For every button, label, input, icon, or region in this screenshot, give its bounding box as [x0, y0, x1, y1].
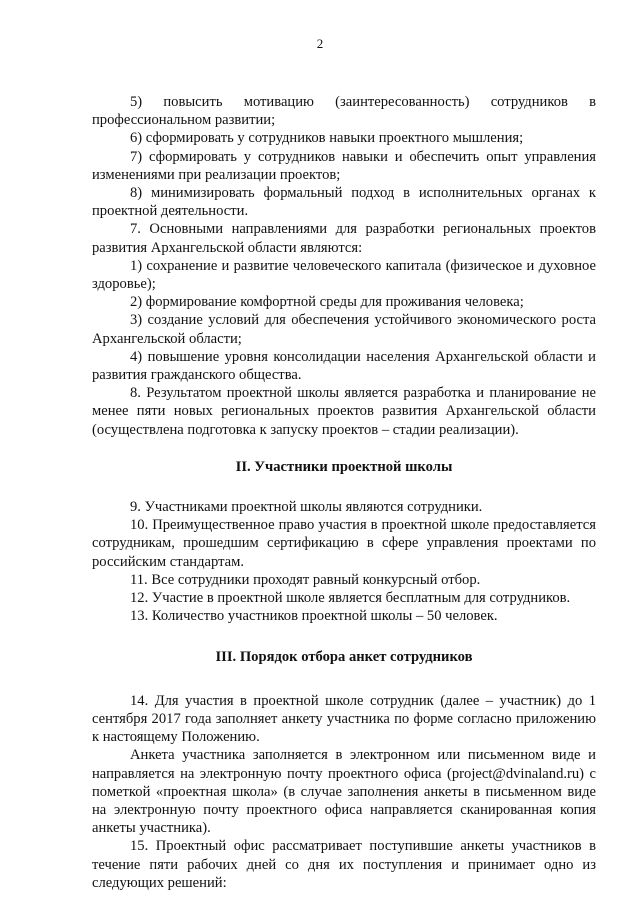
section-heading-selection: III. Порядок отбора анкет сотрудников: [215, 649, 473, 666]
paragraph: 13. Количество участников проектной школы – 50 человек.: [130, 608, 498, 625]
paragraph: 7. Основными направлениями для разработки региональных проектов развития Архангельской области являются:: [92, 221, 596, 256]
paragraph: 8. Результатом проектной школы является разработка и планирование не менее пяти новых региональных проектов развития Архангельской области (осуществлена подготовка к запуску проектов – стадии реализации).: [92, 385, 596, 438]
paragraph: 2) формирование комфортной среды для проживания человека;: [130, 294, 524, 311]
paragraph: Анкета участника заполняется в электронном или письменном виде и направляется на электронную почту проектного офиса (project@dvinaland.ru) с пометкой «проектная школа» (в случае заполнения анкеты в письменном виде на электронную почту проектного офиса направляется сканированная копия анкеты участника).: [92, 747, 596, 837]
document-body: [92, 93, 596, 892]
paragraph: 8) минимизировать формальный подход в исполнительных органах к проектной деятельности.: [92, 185, 596, 220]
paragraph: 7) сформировать у сотрудников навыки и обеспечить опыт управления изменениями при реализации проектов;: [92, 148, 596, 183]
paragraph: 15. Проектный офис рассматривает поступившие анкеты участников в течение пяти рабочих дней со дня их поступления и принимает одно из следующих решений:: [92, 838, 596, 891]
paragraph: 9. Участниками проектной школы являются сотрудники.: [130, 499, 483, 516]
paragraph: 6) сформировать у сотрудников навыки проектного мышления;: [130, 130, 524, 147]
paragraph: 4) повышение уровня консолидации населения Архангельской области и развития гражданского общества.: [92, 348, 596, 384]
page-number: 2: [316, 36, 324, 51]
paragraph: 5) повысить мотивацию (заинтересованность) сотрудников в профессиональном развитии;: [92, 94, 596, 129]
paragraph: 10. Преимущественное право участия в проектной школе предоставляется сотрудникам, прошедшим сертификацию в сфере управления проектами по российским стандартам.: [92, 517, 596, 570]
paragraph: 3) создание условий для обеспечения устойчивого экономического роста Архангельской области;: [92, 312, 596, 347]
paragraph: 1) сохранение и развитие человеческого капитала (физическое и духовное здоровье);: [92, 257, 596, 293]
paragraph: 11. Все сотрудники проходят равный конкурсный отбор.: [130, 571, 481, 588]
section-heading-participants: II. Участники проектной школы: [235, 458, 453, 475]
paragraph: 14. Для участия в проектной школе сотрудник (далее – участник) до 1 сентября 2017 года заполняет анкету участника по форме согласно приложению к настоящему Положению.: [92, 692, 596, 746]
paragraph: 12. Участие в проектной школе является бесплатным для сотрудников.: [130, 590, 571, 607]
